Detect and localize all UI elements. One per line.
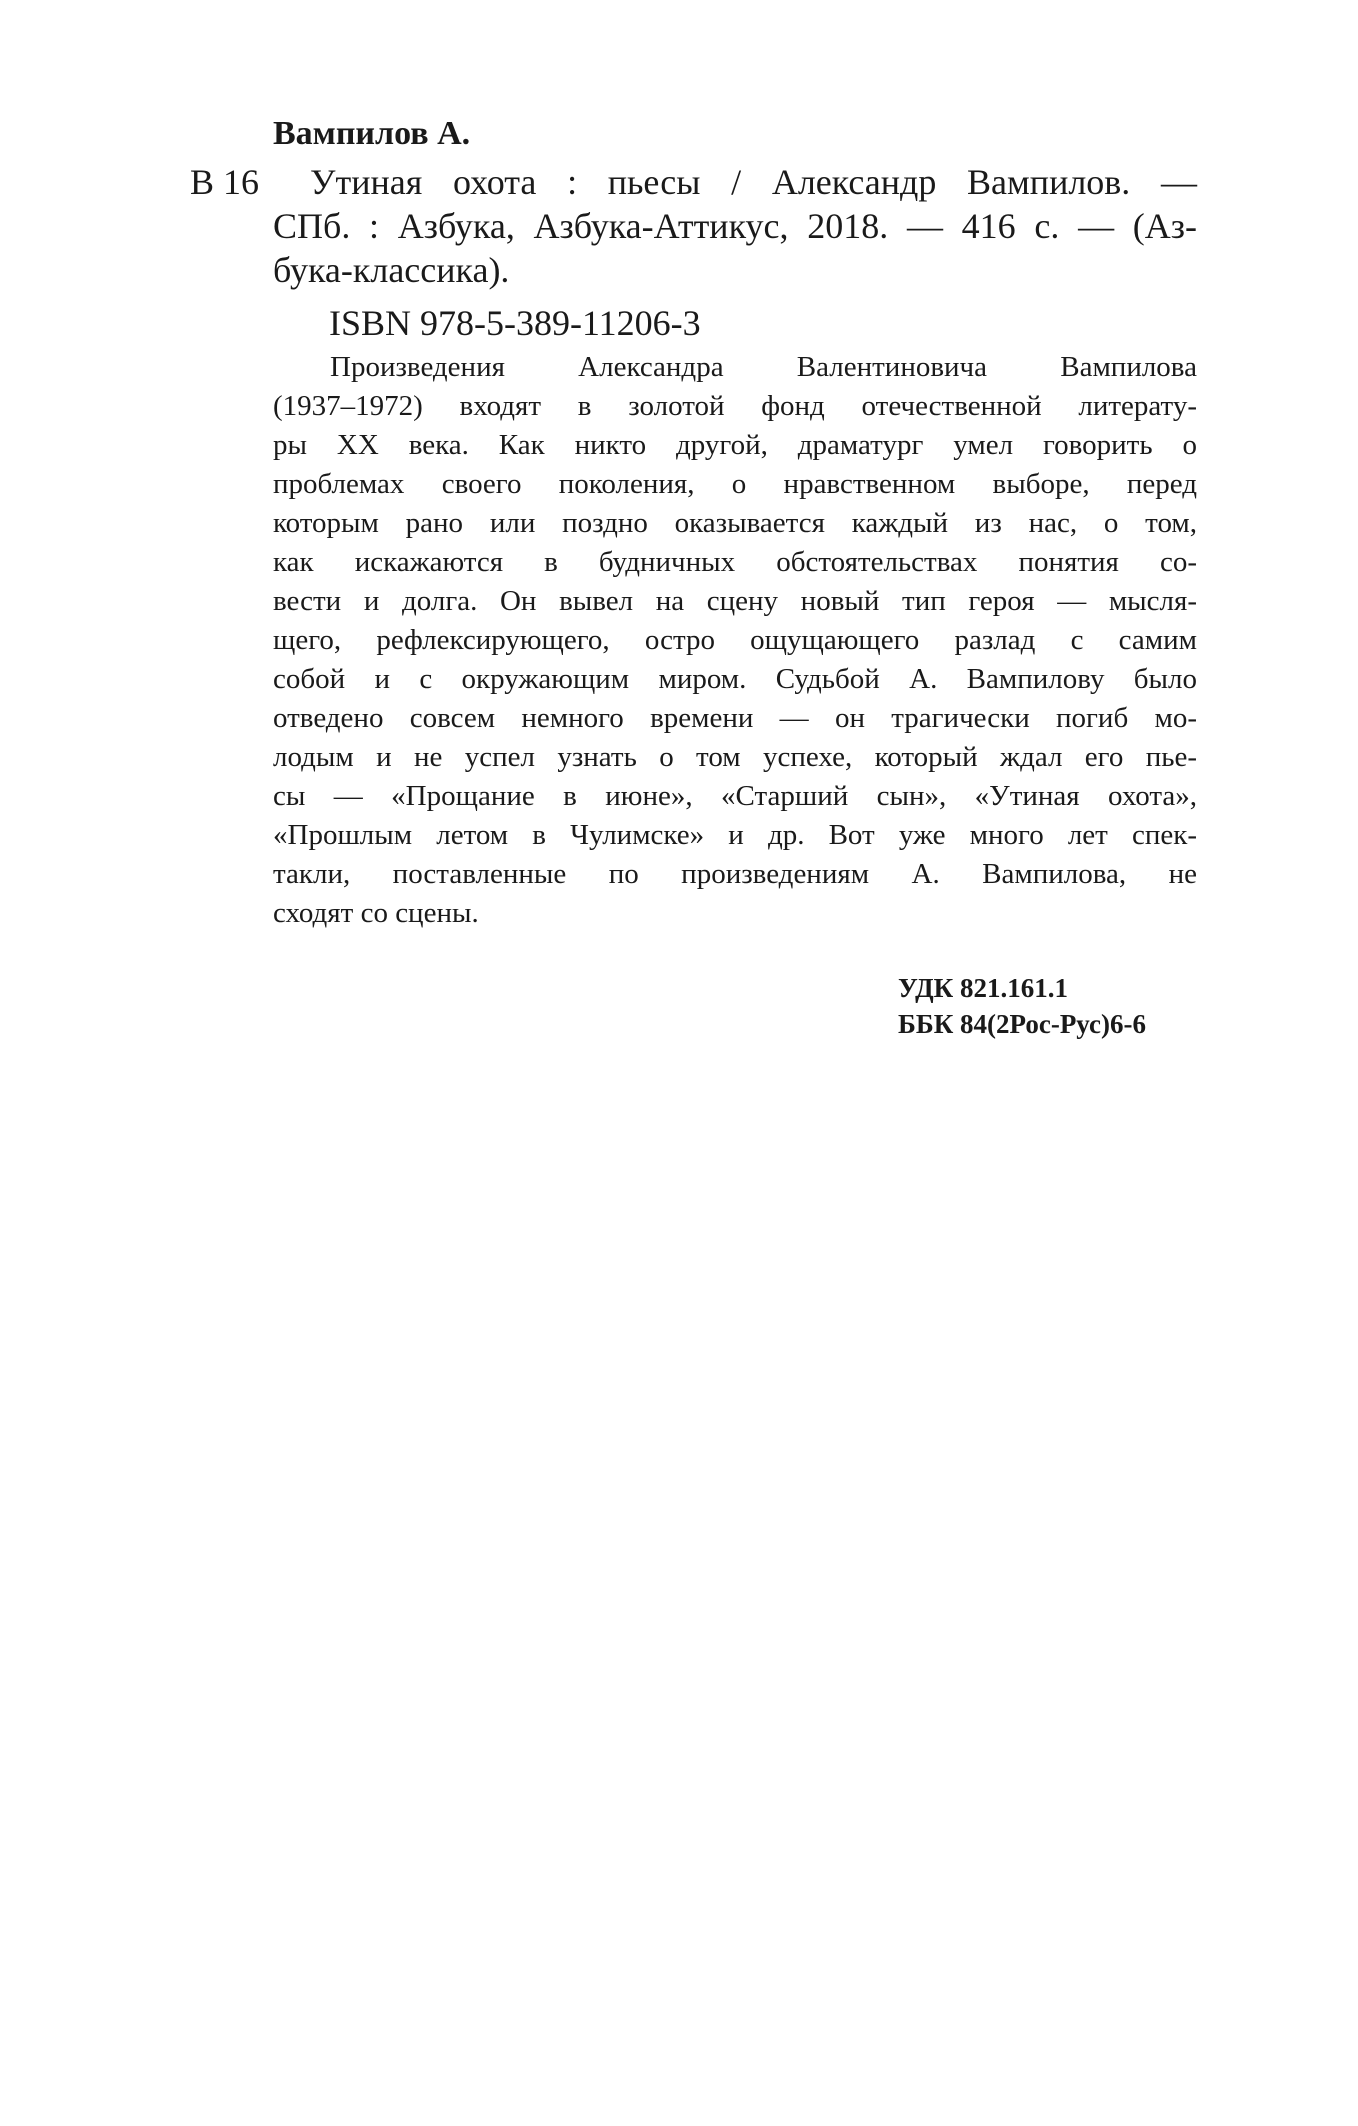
abstract-line: собой и с окружающим миром. Судьбой А. Вампилову было <box>273 663 1197 695</box>
biblio-line: бука-классика). <box>273 250 510 290</box>
abstract-line: такли, поставленные по произведениям А. Вампилова, не <box>273 858 1197 890</box>
abstract-line: щего, рефлексирующего, остро ощущающего разлад с самим <box>273 624 1197 656</box>
abstract-line: проблемах своего поколения, о нравственном выборе, перед <box>273 468 1197 500</box>
author-heading: Вампилов А. <box>273 115 471 152</box>
abstract-line: отведено совсем немного времени — он трагически погиб мо- <box>273 702 1197 734</box>
biblio-line: Утиная охота : пьесы / Александр Вампилов. — <box>310 162 1197 202</box>
abstract-line: лодым и не успел узнать о том успехе, который ждал его пье- <box>273 741 1197 773</box>
abstract <box>273 348 1197 933</box>
udk-code: УДК 821.161.1 <box>898 973 1068 1003</box>
abstract-line: сы — «Прощание в июне», «Старший сын», «Утиная охота», <box>273 780 1197 812</box>
abstract-line: «Прошлым летом в Чулимске» и др. Вот уже много лет спек- <box>273 819 1197 851</box>
abstract-line: сходят со сцены. <box>273 897 479 929</box>
abstract-line: (1937–1972) входят в золотой фонд отечественной литерату- <box>273 390 1197 422</box>
abstract-line: вести и долга. Он вывел на сцену новый тип героя — мысля- <box>273 585 1197 617</box>
biblio-line: СПб. : Азбука, Азбука-Аттикус, 2018. — 416 с. — (Аз- <box>273 206 1197 246</box>
bibliographic-description <box>273 160 1197 292</box>
author-code: В 16 <box>190 162 260 202</box>
abstract-line: Произведения Александра Валентиновича Вампилова <box>330 351 1197 383</box>
abstract-line: ры XX века. Как никто другой, драматург умел говорить о <box>273 429 1197 461</box>
abstract-line: как искажаются в будничных обстоятельствах понятия со- <box>273 546 1197 578</box>
abstract-line: которым рано или поздно оказывается каждый из нас, о том, <box>273 507 1197 539</box>
bbk-code: ББК 84(2Рос-Рус)6-6 <box>898 1009 1146 1039</box>
isbn: ISBN 978-5-389-11206-3 <box>329 303 701 343</box>
classification-codes <box>898 970 1146 1042</box>
